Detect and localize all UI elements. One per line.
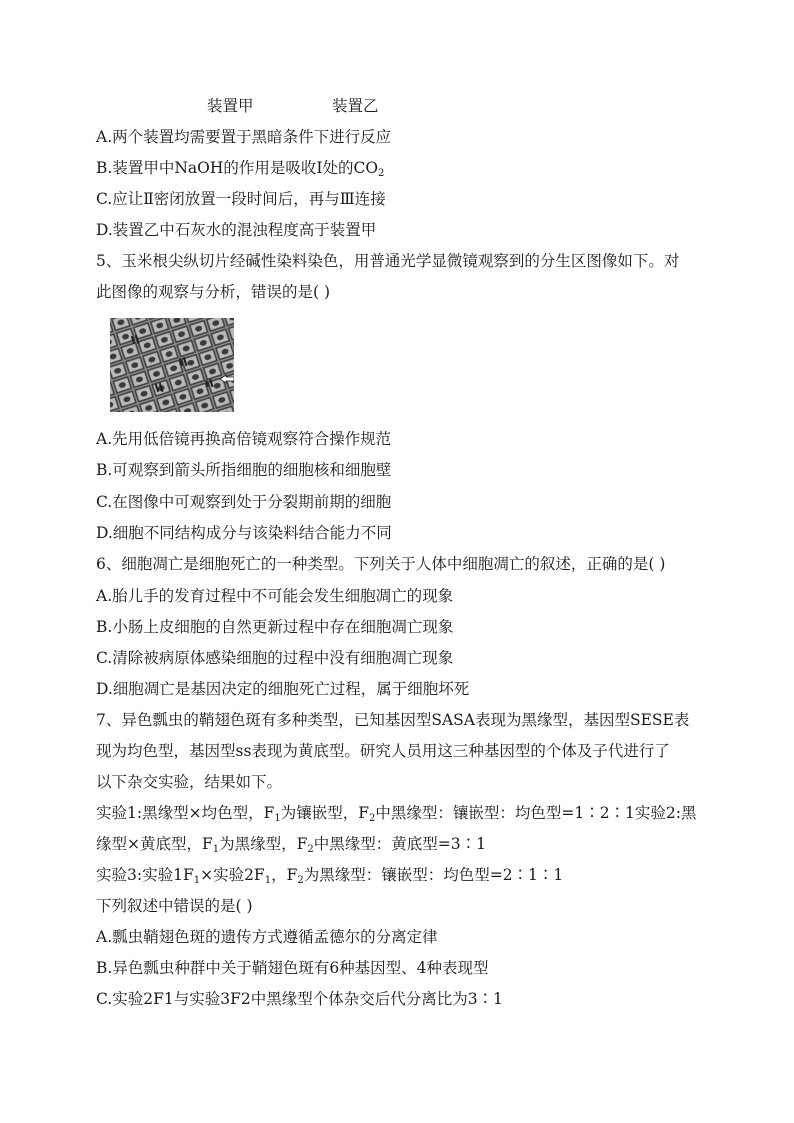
q6-option-b: B.小肠上皮细胞的自然更新过程中存在细胞凋亡现象 (96, 618, 454, 636)
q4-option-c: C.应让Ⅱ密闭放置一段时间后，再与Ⅲ连接 (96, 190, 386, 208)
caption-device-a: 装置甲 (207, 97, 254, 115)
q5-stem-line-2: 此图像的观察与分析，错误的是( ) (96, 283, 331, 301)
q7-experiment-3-line: 实验3:实验$1F_1\times$实验$2F_1$，$F_2$为黑缘型：镶嵌型：均色型=2∶1∶1 (96, 866, 564, 886)
q5-option-a: A.先用低倍镜再换高倍镜观察符合操作规范 (96, 430, 392, 448)
q6-option-d: D.细胞凋亡是基因决定的细胞死亡过程，属于细胞坏死 (96, 680, 470, 698)
q7-stem-line-1: 7、异色瓢虫的鞘翅色斑有多种类型，已知基因型SASA表现为黑缘型，基因型SESE表 (96, 711, 690, 729)
caption-device-b: 装置乙 (332, 97, 379, 115)
q6-option-c: C.清除被病原体感染细胞的过程中没有细胞凋亡现象 (96, 649, 454, 667)
q7-question: 下列叙述中错误的是( ) (96, 897, 253, 915)
q7-option-c: C.实验2F1与实验3F2中黑缘型个体杂交后代分离比为3∶1 (96, 990, 503, 1008)
q4-option-d: D.装置乙中石灰水的混浊程度高于装置甲 (96, 221, 377, 239)
q4-option-a: A.两个装置均需要置于黑暗条件下进行反应 (96, 128, 392, 146)
q5-option-d: D.细胞不同结构成分与该染料结合能力不同 (96, 524, 392, 542)
q7-experiment-2-line: 缘型×黄底型，$F_1$为黑缘型，$F_2$中黑缘型：黄底型=3∶1 (96, 835, 486, 855)
q5-option-c: C.在图像中可观察到处于分裂期前期的细胞 (96, 493, 392, 511)
q7-stem-line-3: 以下杂交实验，结果如下。 (96, 773, 283, 791)
q6-option-a: A.胎儿手的发育过程中不可能会发生细胞凋亡的现象 (96, 587, 454, 605)
micrograph-image (110, 318, 234, 412)
q6-stem: 6、细胞凋亡是细胞死亡的一种类型。下列关于人体中细胞凋亡的叙述，正确的是( ) (96, 555, 666, 573)
q7-option-b: B.异色瓢虫种群中关于鞘翅色斑有6种基因型、4种表现型 (96, 959, 489, 977)
q5-option-b: B.可观察到箭头所指细胞的细胞核和细胞壁 (96, 461, 392, 479)
micrograph-cells (110, 318, 234, 412)
figure-caption-row (0, 94, 794, 116)
q4-option-b: B.装置甲中NaOH的作用是吸收I处的$CO_2$ (96, 159, 385, 179)
q5-stem-line-1: 5、玉米根尖纵切片经碱性染料染色，用普通光学显微镜观察到的分生区图像如下。对 (96, 252, 680, 270)
q7-option-a: A.瓢虫鞘翅色斑的遗传方式遵循孟德尔的分离定律 (96, 928, 438, 946)
q7-stem-line-2: 现为均色型，基因型ss表现为黄底型。研究人员用这三种基因型的个体及子代进行了 (96, 742, 670, 760)
q7-experiment-1-line: 实验1:黑缘型×均色型，$F_1$为镶嵌型，$F_2$中黑缘型：镶嵌型：均色型=1∶2∶1实验2:黑 (96, 804, 697, 824)
